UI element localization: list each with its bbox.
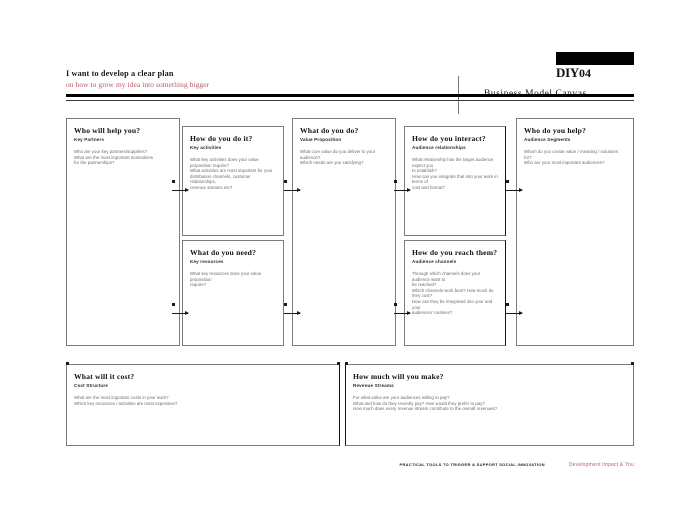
block-key-partners-question: Who will help you? — [74, 126, 141, 135]
hint: be reached? — [412, 282, 437, 288]
hint: What are the most important costs in your work? — [74, 395, 169, 400]
connector-dot — [394, 180, 397, 183]
block-cost-structure-subtitle: Cost Structure — [74, 383, 109, 388]
block-key-partners[interactable] — [66, 118, 180, 346]
block-channels-question: How do you reach them? — [412, 248, 498, 257]
connector-arrow-value-to-channels — [394, 313, 410, 314]
hint: Who are your most important audiences? — [524, 160, 605, 166]
hint: What core value do you deliver to your audience? — [300, 149, 376, 160]
block-customer-relationships-subtitle: Audience relationships — [412, 145, 466, 150]
hint: revenue streams etc? — [190, 184, 233, 190]
hint: Whom do you create value / meaning / solutions for? — [524, 149, 619, 160]
diy-badge — [556, 52, 634, 80]
hint: cost and format? — [412, 184, 445, 190]
connector-dot — [394, 303, 397, 306]
hint: for the partnerships? — [74, 160, 115, 166]
connector-dot — [284, 303, 287, 306]
block-revenue-streams[interactable] — [345, 364, 634, 446]
block-cost-structure[interactable] — [66, 364, 340, 446]
hint: Which needs are you satisfying? — [300, 160, 364, 166]
hint: What key activities does your value — [190, 157, 259, 162]
diy-label-group — [556, 66, 634, 80]
block-key-resources-hints — [190, 271, 276, 288]
hint: Which key resources / activities are most expensive? — [74, 400, 178, 406]
connector-arrow-channels-to-segments — [506, 313, 522, 314]
block-customer-relationships-question: How do you interact? — [412, 134, 486, 143]
block-audience-segments-subtitle: Audience Segments — [524, 137, 571, 142]
connector-arrow-value-to-relationships — [394, 190, 410, 191]
hint: What relationship has the target audience expect you — [412, 157, 494, 168]
block-channels-subtitle: Audience channels — [412, 259, 457, 264]
block-customer-relationships[interactable] — [404, 126, 506, 236]
hint: require? — [190, 282, 207, 288]
block-revenue-streams-subtitle: Revenue Streams — [353, 383, 394, 388]
footer-brand: Development Impact & You — [568, 462, 634, 468]
corner-dot — [345, 362, 348, 365]
hint: Which channels work best? How much do they cost? — [412, 287, 494, 299]
footer-tagline: PRACTICAL TOOLS TO TRIGGER & SUPPORT SOCIAL INNOVATION — [399, 462, 545, 467]
intent-line-primary: I want to develop a clear plan — [66, 69, 174, 78]
block-audience-segments[interactable] — [516, 118, 634, 346]
hint: What activities are most important for your — [190, 168, 273, 174]
hint: Who are your key partners/suppliers? — [74, 149, 148, 154]
corner-dot — [631, 362, 634, 365]
header-rule-thin — [66, 100, 634, 101]
block-key-partners-subtitle: Key Partners — [74, 137, 105, 142]
block-audience-segments-question: Who do you help? — [524, 126, 587, 135]
block-value-proposition-subtitle: Value Proposition — [300, 137, 342, 142]
block-cost-structure-hints — [74, 395, 332, 406]
hint: audiences' routines? — [412, 310, 453, 316]
block-key-activities[interactable] — [182, 126, 284, 236]
block-value-proposition-question: What do you do? — [300, 126, 359, 135]
connector-arrow-activities-to-value — [284, 190, 300, 191]
diy-bar — [556, 52, 634, 65]
hint: How much does every revenue stream contribute to the overall revenues? — [353, 406, 498, 412]
block-key-partners-hints — [74, 149, 172, 166]
hint: proposition require? — [190, 162, 229, 168]
connector-dot — [172, 180, 175, 183]
hint: What and how do they recently pay? How would they prefer to pay? — [353, 400, 485, 406]
connector-arrow-partners-to-resources — [172, 313, 188, 314]
intent-statement — [66, 68, 326, 90]
connector-arrow-relationships-to-segments — [506, 190, 522, 191]
block-key-activities-question: How do you do it? — [190, 134, 253, 143]
block-key-activities-hints — [190, 157, 276, 191]
hint: For what value are your audiences willing to pay? — [353, 395, 450, 400]
hint: Through which channels does your audience want to — [412, 271, 481, 282]
hint: distribution channels, customer relationships, — [190, 173, 251, 185]
connector-arrow-partners-to-activities — [172, 190, 188, 191]
hint: to establish? — [412, 168, 437, 174]
connector-dot — [284, 180, 287, 183]
block-value-proposition[interactable] — [292, 118, 396, 346]
block-key-resources-question: What do you need? — [190, 248, 257, 257]
block-value-proposition-hints — [300, 149, 388, 166]
block-cost-structure-question: What will it cost? — [74, 372, 135, 381]
corner-dot — [66, 362, 69, 365]
hint: What key resources does your value proposition — [190, 271, 262, 282]
hint: What are the most important motivations — [74, 154, 154, 160]
footer — [66, 453, 634, 471]
block-revenue-streams-hints — [353, 395, 626, 412]
block-customer-relationships-hints — [412, 157, 498, 191]
diy-number: 04 — [578, 66, 591, 80]
hint: How can you integrate that into your work in terms of — [412, 173, 498, 185]
connector-dot — [172, 303, 175, 306]
hint: How can they be integrated into your and your — [412, 298, 493, 310]
connector-arrow-resources-to-value — [284, 313, 300, 314]
header-rule-thick — [66, 94, 634, 97]
block-key-resources[interactable] — [182, 240, 284, 346]
block-audience-segments-hints — [524, 149, 626, 166]
block-channels-hints — [412, 271, 498, 316]
block-revenue-streams-question: How much will you make? — [353, 372, 444, 381]
connector-dot — [506, 180, 509, 183]
block-key-resources-subtitle: Key resources — [190, 259, 224, 264]
block-channels[interactable] — [404, 240, 506, 346]
corner-dot — [337, 362, 340, 365]
block-key-activities-subtitle: Key activities — [190, 145, 222, 150]
intent-line-secondary: on how to grow my idea into something bigger — [66, 80, 210, 89]
connector-dot — [506, 303, 509, 306]
diy-label: DIY — [556, 65, 579, 80]
